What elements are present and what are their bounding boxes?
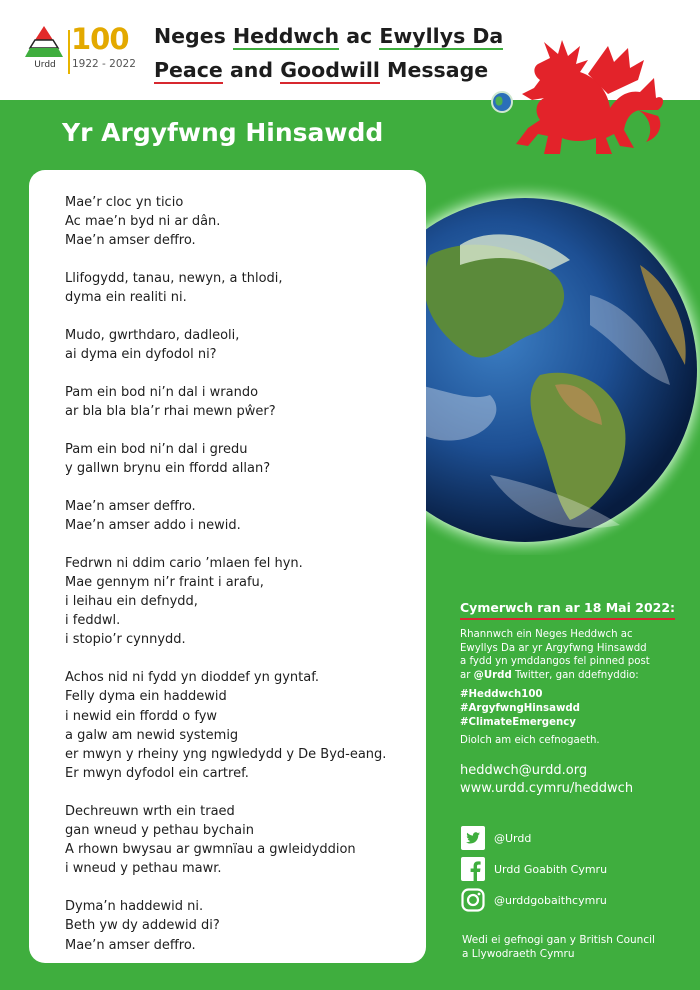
- poem-line: Beth yw dy addewid di?: [65, 918, 220, 934]
- headline-word-goodwill: Goodwill: [280, 58, 380, 82]
- poem-line: y gallwn brynu ein ffordd allan?: [65, 461, 271, 477]
- hashtag[interactable]: #ArgyfwngHinsawdd: [460, 702, 580, 714]
- poem-stanza: [65, 326, 386, 364]
- poem-line: A rhown bwysau ar gwmnïau a gwleidyddion: [65, 842, 356, 858]
- cta-body-line: [460, 669, 690, 683]
- headline-word-heddwch: Heddwch: [232, 24, 340, 48]
- poem-stanza: [65, 554, 386, 650]
- poem-line: dyma ein realiti ni.: [65, 290, 187, 306]
- poem-line: Mae’n amser addo i newid.: [65, 517, 241, 533]
- poem-stanza: [65, 897, 386, 955]
- email-link[interactable]: heddwch@urdd.org: [460, 763, 588, 779]
- support-line: a Llywodraeth Cymru: [462, 948, 575, 960]
- social-twitter[interactable]: [460, 825, 531, 851]
- headline-english: [154, 58, 488, 82]
- poem-stanza: [65, 668, 386, 783]
- cta-body-line: a fydd yn ymddangos fel pinned post: [460, 656, 650, 668]
- poem-line: er mwyn y rheiny yng ngwledydd y De Byd-eang.: [65, 746, 387, 762]
- poem-line: ar bla bla bla’r rhai mewn pŵer?: [65, 404, 276, 420]
- poem-line: i wneud y pethau mawr.: [65, 861, 222, 877]
- poem-stanza: [65, 383, 386, 421]
- poem-line: a galw am newid systemig: [65, 727, 239, 743]
- website-link[interactable]: www.urdd.cymru/heddwch: [460, 781, 634, 797]
- logo-divider: [68, 30, 70, 74]
- headline-welsh: [154, 24, 503, 48]
- facebook-label: Urdd Goabith Cymru: [494, 862, 608, 876]
- poem: [65, 193, 386, 973]
- poem-stanza: [65, 440, 386, 478]
- twitter-handle-link[interactable]: @Urdd: [473, 669, 512, 681]
- support-line: Wedi ei gefnogi gan y British Council: [462, 934, 655, 946]
- support-credit: [462, 933, 655, 961]
- headline-english-mid: and: [222, 58, 281, 82]
- centenary-years: 1922 - 2022: [72, 58, 136, 70]
- social-instagram[interactable]: [460, 887, 607, 913]
- thanks-text: Diolch am eich cefnogaeth.: [460, 735, 600, 747]
- poem-line: Dechreuwn wrth ein traed: [65, 803, 235, 819]
- cta-body-line: Ewyllys Da ar yr Argyfwng Hinsawdd: [460, 642, 647, 654]
- headline-word-ewyllys-da: Ewyllys Da: [379, 24, 504, 48]
- poem-stanza: [65, 802, 386, 879]
- poem-line: Mudo, gwrthdaro, dadleoli,: [65, 328, 240, 344]
- poem-line: Mae’n amser deffro.: [65, 233, 196, 249]
- contact-block: [460, 762, 690, 798]
- poem-line: i leihau ein defnydd,: [65, 594, 198, 610]
- headline-welsh-pre: Neges: [154, 24, 233, 48]
- poem-line: Felly dyma ein haddewid: [65, 689, 227, 705]
- instagram-label: @urddgobaithcymru: [494, 893, 607, 907]
- hashtag[interactable]: #ClimateEmergency: [460, 716, 576, 728]
- info-panel: [460, 597, 690, 798]
- poem-line: Llifogydd, tanau, newyn, a thlodi,: [65, 271, 283, 287]
- poem-line: Mae’n amser deffro.: [65, 937, 196, 953]
- logo-wordmark: Urdd: [34, 60, 56, 70]
- cta-heading: Cymerwch ran ar 18 Mai 2022:: [460, 600, 675, 620]
- headline-english-post: Message: [379, 58, 489, 82]
- hashtag[interactable]: #Heddwch100: [460, 689, 543, 701]
- poem-line: Pam ein bod ni’n dal i wrando: [65, 384, 259, 400]
- poem-line: i stopio’r cynnydd.: [65, 632, 186, 648]
- headline-welsh-mid: ac: [339, 24, 380, 48]
- poem-line: ai dyma ein dyfodol ni?: [65, 347, 217, 363]
- poem-card: [29, 170, 426, 963]
- cta-body-pre: ar: [460, 669, 474, 681]
- social-facebook[interactable]: [460, 856, 607, 882]
- poem-line: Mae gennym ni’r fraint i arafu,: [65, 574, 264, 590]
- poem-stanza: [65, 269, 386, 307]
- poem-line: i feddwl.: [65, 613, 121, 629]
- hashtag-list: [460, 688, 690, 729]
- urdd-logo-icon: [24, 24, 64, 60]
- facebook-icon: [460, 856, 486, 882]
- centenary-number: 100: [71, 22, 129, 56]
- headline-word-peace: Peace: [154, 58, 223, 82]
- instagram-icon: [460, 887, 486, 913]
- poem-stanza: [65, 497, 386, 535]
- welsh-dragon-icon: [488, 38, 668, 160]
- section-title: Yr Argyfwng Hinsawdd: [62, 118, 384, 147]
- cta-body-line: Rhannwch ein Neges Heddwch ac: [460, 629, 633, 640]
- poem-line: Fedrwn ni ddim cario ’mlaen fel hyn.: [65, 555, 303, 571]
- poem-line: Ac mae’n byd ni ar dân.: [65, 214, 221, 230]
- poem-line: Mae’n amser deffro.: [65, 498, 196, 514]
- poem-line: i newid ein ffordd o fyw: [65, 708, 218, 724]
- poem-line: Dyma’n haddewid ni.: [65, 899, 204, 915]
- poem-line: Achos nid ni fydd yn dioddef yn gyntaf.: [65, 670, 319, 686]
- cta-body-post: Twitter, gan ddefnyddio:: [511, 669, 639, 681]
- poem-line: Pam ein bod ni’n dal i gredu: [65, 441, 248, 457]
- poem-stanza: [65, 193, 386, 251]
- poem-line: Er mwyn dyfodol ein cartref.: [65, 766, 249, 782]
- cta-body: [460, 628, 690, 682]
- poem-line: Mae’r cloc yn ticio: [65, 195, 184, 210]
- twitter-label: @Urdd: [494, 831, 532, 845]
- poem-line: gan wneud y pethau bychain: [65, 823, 254, 839]
- twitter-icon: [460, 825, 486, 851]
